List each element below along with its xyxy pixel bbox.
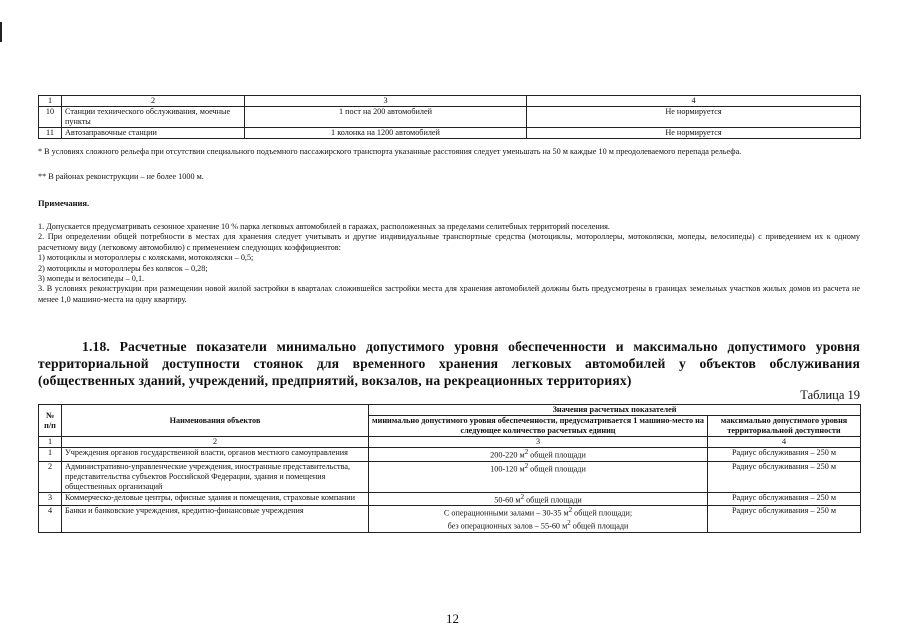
max-value: Радиус обслуживания – 250 м [708,506,861,532]
note-item: 3) мопеды и велосипеды – 0,1. [38,274,145,284]
notes-title: Примечания. [38,198,90,208]
object-name: Банки и банковские учреждения, кредитно-финансовые учреждения [62,506,369,532]
header-cell: 1 [39,96,62,107]
section-heading: 1.18. Расчетные показатели минимально допустимого уровня обеспеченности и максимально допустимого уровня территориальной доступности стоянок для временного хранения легковых автомобилей у объектов обслуживания (общественных зданий, учреждений, предприятий, вокзалов, на рекреационных территориях) [38,339,860,388]
max-value: Радиус обслуживания – 250 м [708,492,861,506]
table-number-row [39,437,861,448]
header-max: максимально допустимого уровня территориальной доступности [708,416,861,437]
table-header-row [39,96,861,107]
page-number: 12 [446,611,459,626]
row-number: 4 [39,506,62,532]
min-value: 100-120 $м^2$ общей площади [369,461,708,492]
header-cell: 4 [527,96,861,107]
header-cell: 3 [245,96,527,107]
table-row [39,128,861,139]
row-number: 11 [39,128,62,139]
row-number: 1 [39,448,62,462]
column-number: 2 [62,437,369,448]
max-value: Радиус обслуживания – 250 м [708,448,861,462]
table-continuation [38,95,861,139]
min-value: 50-60 $м^2$ общей площади [369,492,708,506]
footnote: * В условиях сложного рельефа при отсутствии специального подъемного пассажирского транспорта указанные расстояния следует уменьшать на 50 м каждые 10 м преодолеваемого перепада рельефа. [38,147,742,156]
object-name: Станции технического обслуживания, моечные пункты [62,107,245,128]
footnote: ** В районах реконструкции – не более 1000 м. [38,172,204,181]
table-label: Таблица 19 [800,388,860,402]
header-group: Значения расчетных показателей [369,405,861,416]
header-name: Наименования объектов [62,405,369,437]
column-number: 4 [708,437,861,448]
object-name: Учреждения органов государственной власти, органов местного самоуправления [62,448,369,462]
note-item: 1. Допускается предусматривать сезонное хранение 10 % парка легковых автомобилей в гаражах, расположенных за пределами селитебных территорий поселения. [38,222,610,231]
note-item: 3. В условиях реконструкции при размещении новой жилой застройки в кварталах сложившейся застройки места для хранения автомобилей должны быть предусмотрены в границах земельных участков жилых домов из расчета не менее 1,0 машино-места на одну квартиру. [38,284,860,304]
table-row [39,506,861,532]
table-row [39,492,861,506]
norm-value: 1 пост на 200 автомобилей [245,107,527,128]
column-number: 1 [39,437,62,448]
min-value: С операционными залами – 30-35 $м^2$ общей площади; без операционных залов – 55-60 $м^2$ общей площади [369,506,708,532]
norm-value: 1 колонка на 1200 автомобилей [245,128,527,139]
row-number: 2 [39,461,62,492]
reconstruction-value: Не нормируется [527,128,861,139]
note-item: 2. При определении общей потребности в местах для хранения следует учитывать и другие индивидуальные транспортные средства (мотоциклы, мотороллеры, мотоколяски, мопеды, велосипеды) с приведением их к одному расчетному виду (легковому автомобилю) с применением следующих коэффициентов: [38,232,860,252]
scan-edge-mark [0,22,2,42]
note-item: 1) мотоциклы и мотороллеры с колясками, мотоколяски – 0,5; [38,253,254,263]
row-number: 3 [39,492,62,506]
object-name: Автозаправочные станции [62,128,245,139]
notes-list [38,222,860,305]
object-name: Коммерческо-деловые центры, офисные здания и помещения, страховые компании [62,492,369,506]
column-number: 3 [369,437,708,448]
row-number: 10 [39,107,62,128]
header-min: минимально допустимого уровня обеспеченности, предусматривается 1 машино-место на следующее количество расчетных единиц [369,416,708,437]
table-row [39,461,861,492]
table-19 [38,404,861,533]
table-row [39,448,861,462]
min-value: 200-220 $м^2$ общей площади [369,448,708,462]
max-value: Радиус обслуживания – 250 м [708,461,861,492]
table-header-row [39,405,861,416]
header-num: № п/п [39,405,62,437]
note-item: 2) мотоциклы и мотороллеры без колясок – 0,28; [38,263,208,273]
reconstruction-value: Не нормируется [527,107,861,128]
header-cell: 2 [62,96,245,107]
object-name: Административно-управленческие учреждения, иностранные представительства, представительства субъектов Российской Федерации, здания и помещения общественных организаций [62,461,369,492]
table-row [39,107,861,128]
